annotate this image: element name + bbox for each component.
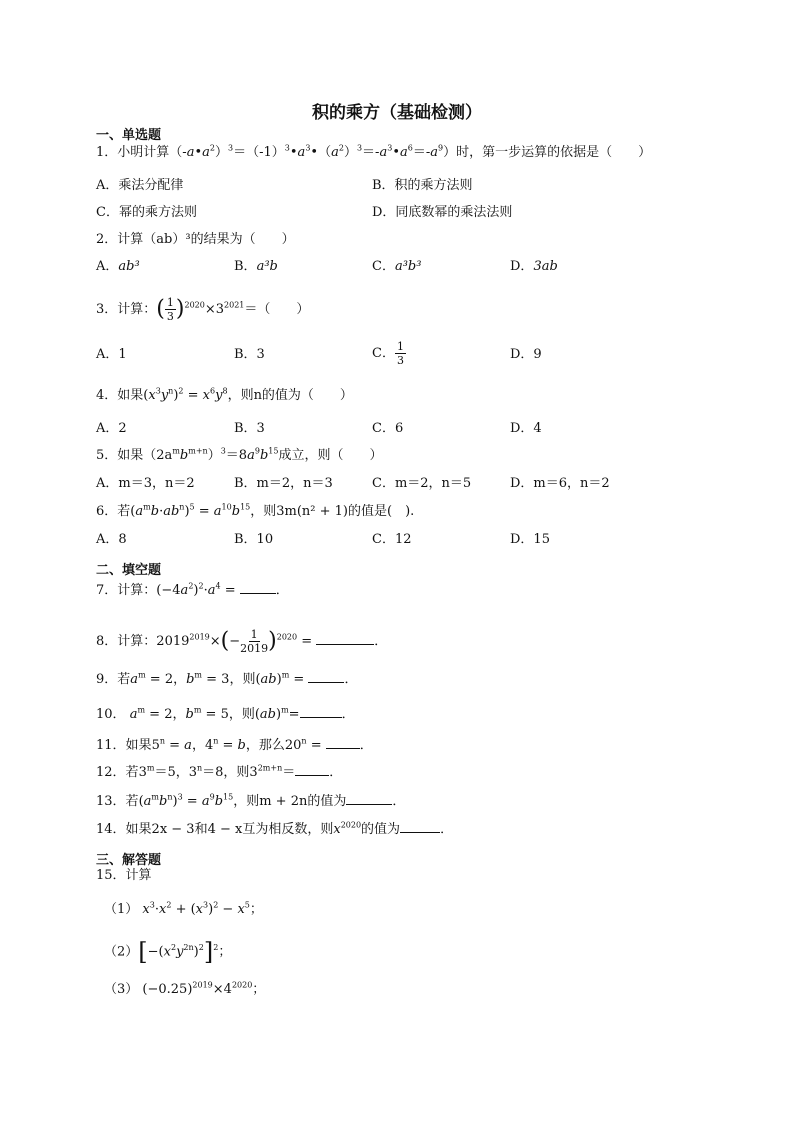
question-5: 5．如果$(2a^mb^{m+n})^3=8a^9b^{15}$成立，则（ ） [96,446,383,463]
question-text: 如果 [125,738,152,753]
option-b: B．3 [234,421,265,436]
option-a: A．8 [96,532,127,547]
option-d: D．4 [510,421,542,436]
question-text: 若 [117,504,131,519]
question-number: 5． [96,448,118,463]
question-text: 计算（ab）³的结果为（ ） [117,232,295,247]
answer-blank[interactable] [400,820,440,833]
question-1: 1．小明计算$(-a•a^2)^3=(-1)^3•a^3•(a^2)^3=-a^3•a^6=-a^9$）时，第一步运算的依据是（ ） [96,143,652,160]
question-4: 4．如果$(x^3y^n)^2 = x^6y^8$，则n的值为（ ） [96,386,353,403]
question-number: 11． [96,738,126,753]
question-text: 若 [125,794,139,809]
question-text: 计算： [117,583,157,598]
question-13: 13．若$(a^mb^n)^3 = a^9b^{15}$，则m + 2n的值为 ． [96,792,406,809]
option-b: B．10 [234,532,274,547]
option-b: B．积的乘方法则 [372,178,473,193]
option-c: C．幂的乘方法则 [96,205,197,220]
question-12: 12．若$3^m=5$，$3^n=8$，则$3^{2m+n}=$ ． [96,763,343,780]
question-text-tail: 成立，则（ ） [278,448,383,463]
question-text: 计算： [117,634,157,649]
question-number: 9． [96,672,118,687]
section-heading-single-choice: 一、单选题 [96,128,162,143]
question-number: 2． [96,232,118,247]
question-text: 计算： [117,302,157,317]
page-title: 积的乘方（基础检测） [312,103,482,123]
question-8: 8．计算：$2019^{2019}\times(-$ $\frac{1}{2019}$ )$^{2020}$ = ． [96,628,388,655]
question-6: 6．若$(a^mb\cdot ab^n)^5 = a^{10}b^{15}$，则3m(n² + 1)的值是( ). [96,502,415,519]
option-a: A．2 [96,421,127,436]
option-d: D．3ab [510,259,558,274]
answer-blank[interactable] [300,705,342,718]
question-number: 1． [96,145,118,160]
question-15-part-3: （3） $(-0.25)^{2019}\times 4^{2020}$； [104,980,266,997]
option-a: A．乘法分配律 [96,178,184,193]
question-text: 若 [117,672,131,687]
question-text-tail: ）时，第一步运算的依据是（ ） [443,145,652,160]
section-heading-fill-in: 二、填空题 [96,563,162,578]
question-number: 4． [96,388,118,403]
question-15-part-2: $(2)[-(x^2y^{2n})^2]^2$； [104,938,232,966]
option-a: A．ab³ [96,259,140,274]
question-10: 10． $a^m = 2$，$b^m = 5$，则(ab)$^m$= ． [96,705,355,722]
option-c: C．a³b³ [372,259,422,274]
option-c: C．6 [372,421,404,436]
question-text: 如果2x − 3和4 − x互为相反数，则 [125,822,334,837]
question-number: 3． [96,302,118,317]
question-text: 小明计算（ [117,145,183,160]
option-b: B．3 [234,347,265,362]
question-text-tail: ，则3m(n² + 1)的值是( ). [250,504,415,519]
option-b: B．m＝2，n＝3 [234,476,333,491]
answer-blank[interactable] [346,792,392,805]
question-number: 10． [96,707,126,722]
question-number: 7． [96,583,118,598]
question-text: 计算 [125,868,152,883]
question-3: 3．计算：( $\frac{1}{3}$ )$^{2020}\times 3^{2021}=$（ ） [96,296,310,323]
section-heading-solutions: 三、解答题 [96,853,162,868]
option-b: B．a³b [234,259,278,274]
question-15-part-1: （1） $x^3\cdot x^2 + (x^3)^2 - x^5$； [104,900,263,917]
question-9: 9．若$a^m = 2$，$b^m = 3$，则(ab)$^m$ = ． [96,670,358,687]
option-a: A．m＝3，n＝2 [96,476,195,491]
question-number: 14． [96,822,126,837]
option-a: A．1 [96,347,127,362]
question-text: 若 [125,765,139,780]
question-text: 如果 [117,388,144,403]
question-text: 如果（2a [117,448,173,463]
option-c: C．12 [372,532,412,547]
question-number: 8． [96,634,118,649]
question-number: 13． [96,794,126,809]
answer-blank[interactable] [316,632,374,645]
question-number: 15． [96,868,126,883]
question-15 [96,866,152,886]
answer-blank[interactable] [308,670,344,683]
question-2 [96,230,295,250]
answer-blank[interactable] [240,581,276,594]
option-c: C．m＝2，n＝5 [372,476,472,491]
option-d: D．同底数幂的乘法法则 [372,205,513,220]
question-number: 12． [96,765,126,780]
option-d: D．m＝6，n＝2 [510,476,610,491]
question-14: 14．如果2x − 3和4 − x互为相反数，则$x^{2020}$的值为 ． [96,820,454,837]
option-d: D．9 [510,347,542,362]
question-11: 11．如果$5^n = a$，$4^n = b$，那么$20^n$ = ． [96,736,373,753]
option-d: D．15 [510,532,550,547]
answer-blank[interactable] [326,736,360,749]
question-7: 7．计算：$(-4a^2)^2\cdot a^4$ = ． [96,581,289,598]
question-number: 6． [96,504,118,519]
option-c: C． $\frac{1}{3}$ [372,340,404,367]
question-text-tail: ，则n的值为（ ） [227,388,353,403]
question-text-tail: ＝（ ） [244,302,310,317]
answer-blank[interactable] [295,763,329,776]
